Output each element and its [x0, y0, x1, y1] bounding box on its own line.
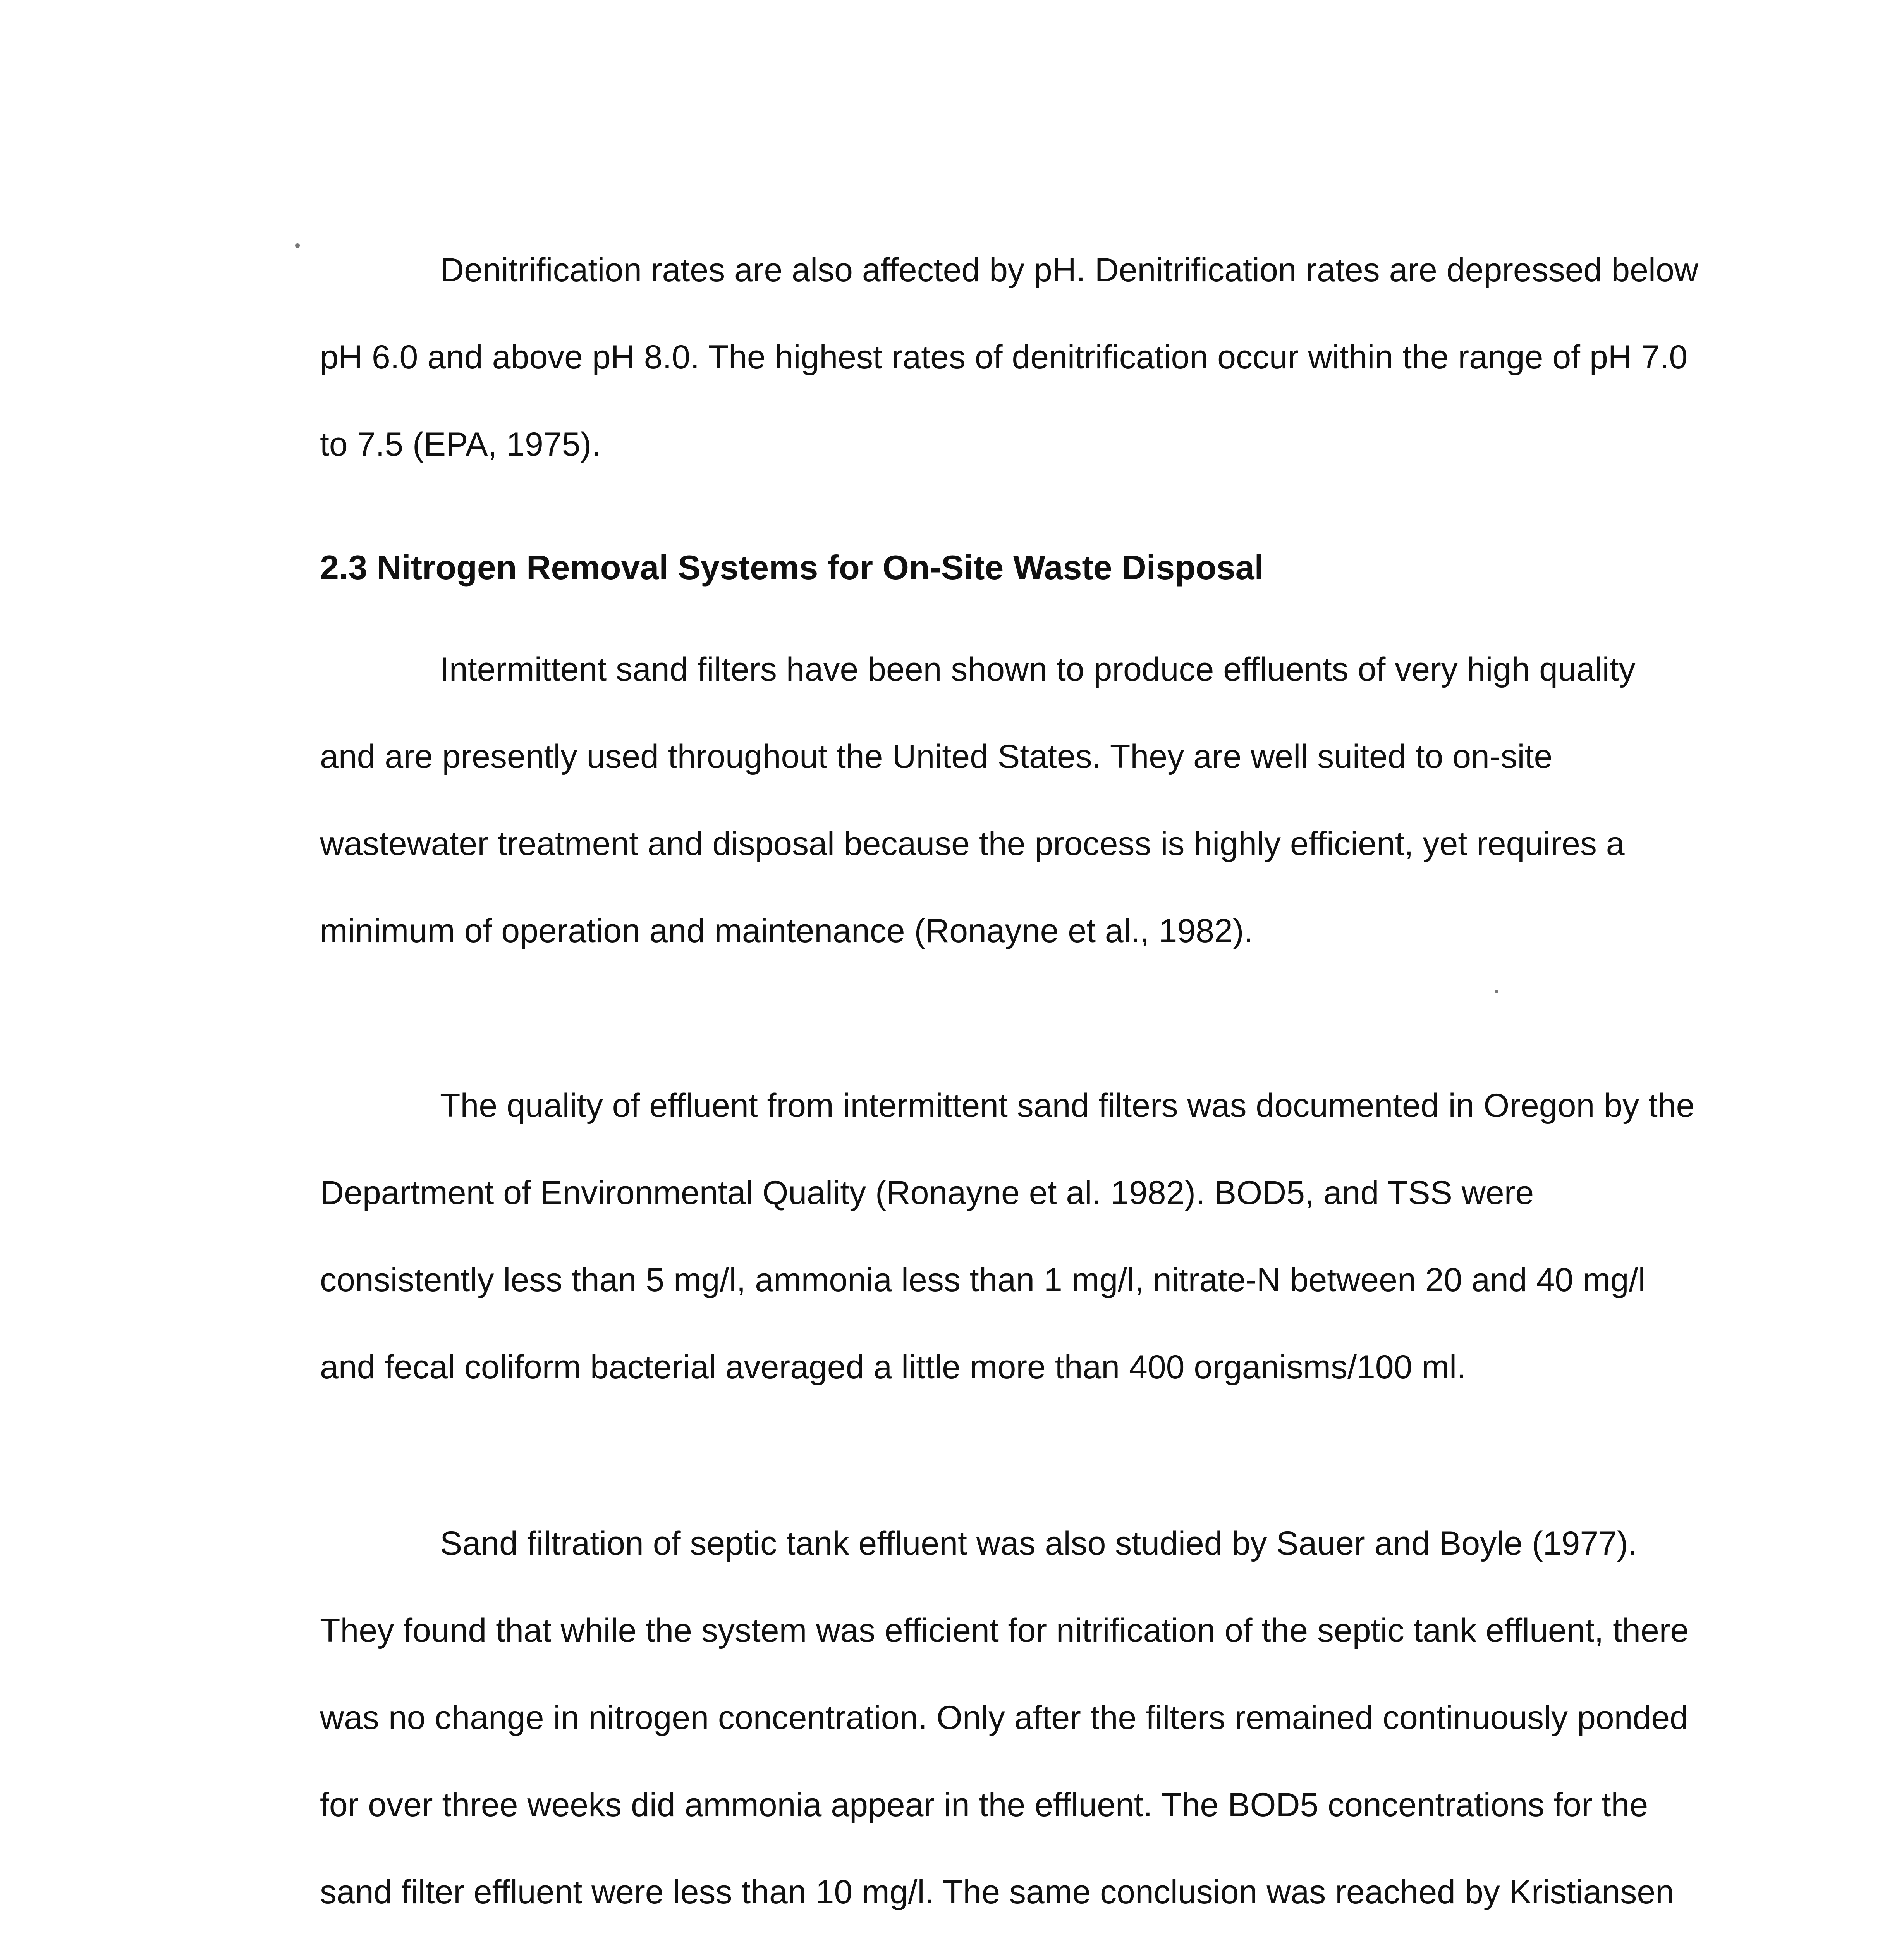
scan-speck: [1495, 990, 1498, 993]
paragraph-text: Sand filtration of septic tank effluent was also studied by Sauer and Boyle (1977). They found that while the system was efficient for nitrification of the septic tank effluent, there was no change in nitrogen concentration. Only after the filters remained continuously ponded for over three weeks did ammonia appear in the effluent. The BOD5 concentrations for the sand filter effluent were less than 10 mg/l. The same conclusion was reached by Kristiansen: [320, 1525, 1689, 1911]
paragraph-sand-filtration-study: [320, 1500, 1699, 1937]
paragraph-text: The quality of effluent from intermittent sand filters was documented in Oregon by the Department of Environmental Quality (Ronayne et al. 1982). BOD5, and TSS were consistently less than 5 mg/l, ammonia less than 1 mg/l, nitrate-N between 20 and 40 mg/l and fecal coliform bacterial averaged a little more than 400 organisms/100 ml.: [320, 1087, 1695, 1386]
paragraph-effluent-quality: [320, 1062, 1699, 1411]
paragraph-text: Intermittent sand filters have been shown to produce effluents of very high quality and are presently used throughout the United States. They are well suited to on-site wastewater treatment and disposal because the process is highly efficient, yet requires a minimum of operation and maintenance (Ronayne et al., 1982).: [320, 651, 1636, 950]
paragraph-text: Denitrification rates are also affected by pH. Denitrification rates are depressed below pH 6.0 and above pH 8.0. The highest rates of denitrification occur within the range of pH 7.0 to 7.5 (EPA, 1975).: [320, 251, 1698, 463]
paragraph-intermittent-sand-filters: [320, 626, 1699, 975]
scan-speck: [295, 243, 300, 248]
section-heading: 2.3 Nitrogen Removal Systems for On-Site Waste Disposal: [320, 548, 1264, 587]
paragraph-denitrification-ph: [320, 227, 1699, 488]
